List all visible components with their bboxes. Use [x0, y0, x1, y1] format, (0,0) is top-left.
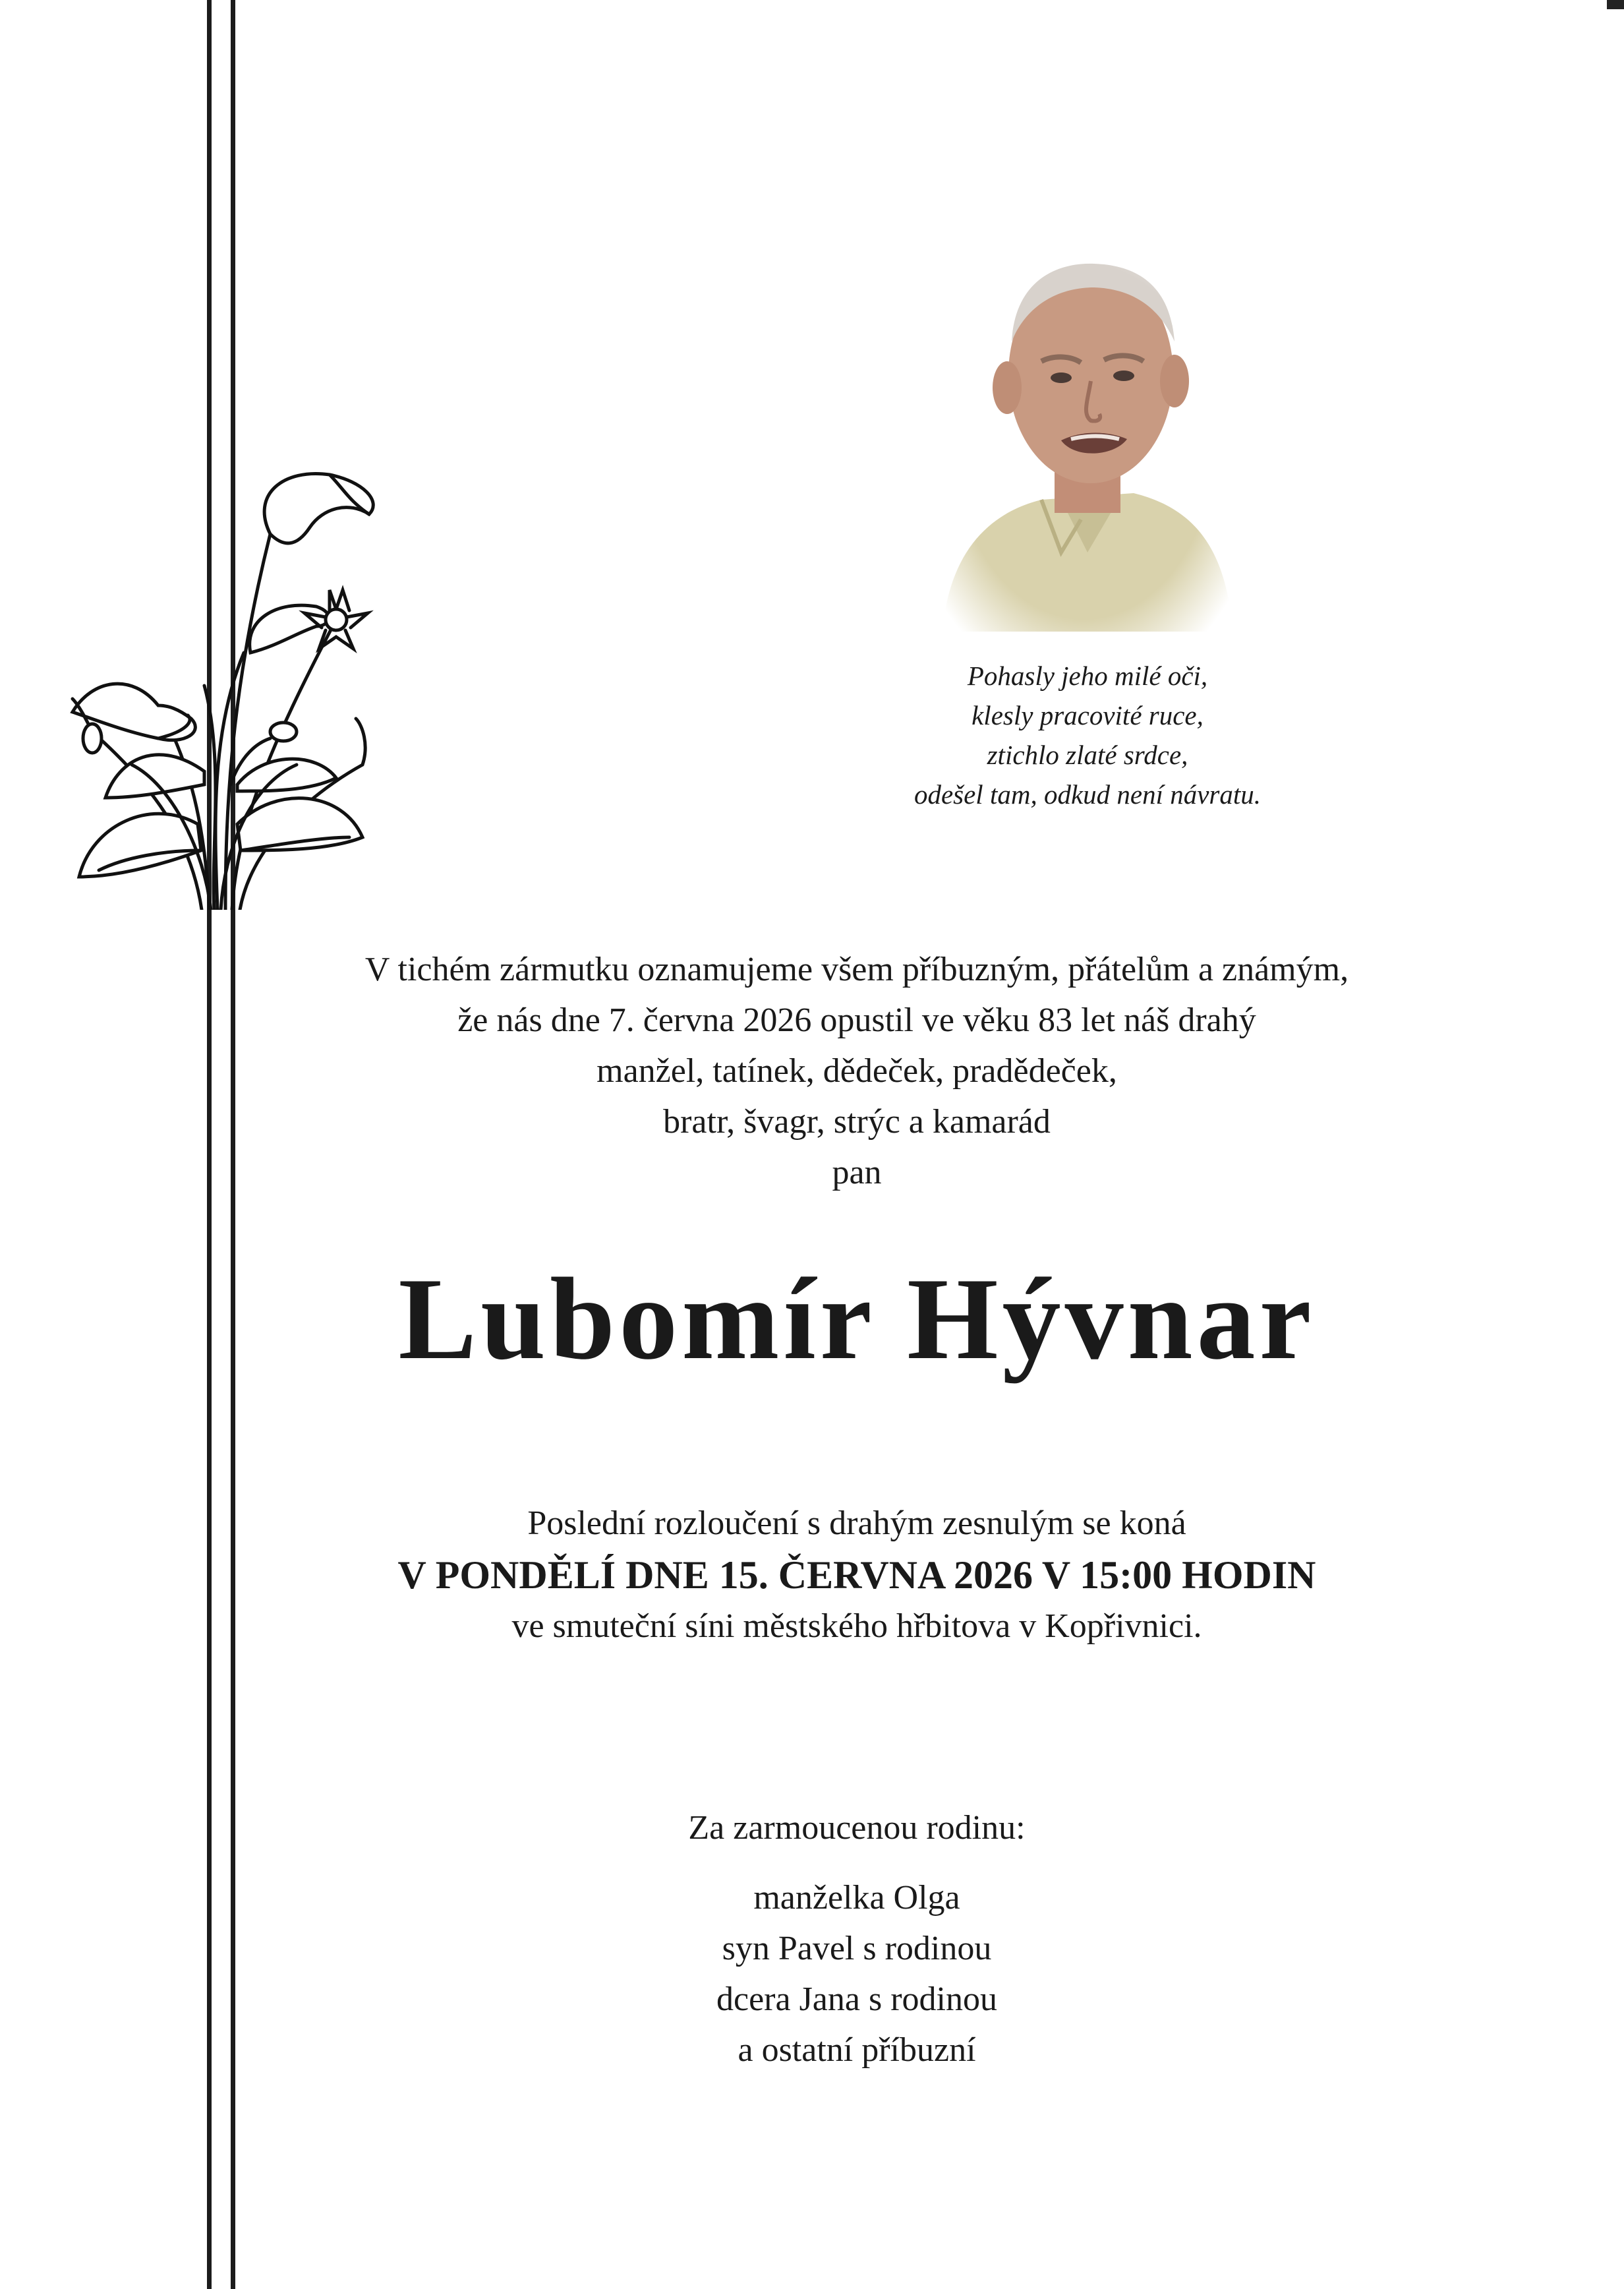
death-announcement [250, 944, 1463, 1198]
family-member: dcera Jana s rodinou [716, 1980, 997, 2018]
ceremony-intro: Poslední rozloučení s drahým zesnulým se koná [527, 1504, 1186, 1542]
family-member: a ostatní příbuzní [738, 2031, 976, 2069]
announcement-line: že nás dne 7. června 2026 opustil ve věku 83 let náš drahý [457, 1001, 1256, 1039]
poem-line: klesly pracovité ruce, [972, 700, 1204, 730]
announcement-line: V tichém zármutku oznamujeme všem příbuzným, přátelům a známým, [364, 951, 1349, 988]
announcement-line: pan [832, 1154, 882, 1191]
poem-line: Pohasly jeho milé oči, [967, 661, 1208, 691]
border-line-right [231, 0, 235, 2289]
ceremony-info [250, 1498, 1463, 1652]
scan-corner-mark [1607, 0, 1624, 9]
border-line-left [207, 0, 212, 2289]
deceased-name: Lubomír Hývnar [398, 1253, 1316, 1384]
memorial-poem [817, 656, 1358, 814]
announcement-line: bratr, švagr, strýc a kamarád [663, 1103, 1051, 1141]
calla-lily-icon [53, 455, 382, 910]
family-member: manželka Olga [753, 1879, 960, 1917]
poem-line: odešel tam, odkud není návratu. [914, 779, 1262, 810]
family-members [250, 1872, 1463, 2075]
portrait-photo [929, 210, 1239, 632]
ceremony-date-time: V PONDĚLÍ DNE 15. ČERVNA 2026 V 15:00 HODIN [397, 1553, 1316, 1597]
ceremony-location: ve smuteční síni městského hřbitova v Kopřivnici. [511, 1607, 1202, 1645]
family-heading: Za zarmoucenou rodinu: [688, 1809, 1026, 1847]
poem-line: ztichlo zlaté srdce, [987, 740, 1188, 770]
announcement-line: manžel, tatínek, dědeček, pradědeček, [596, 1052, 1117, 1090]
family-member: syn Pavel s rodinou [722, 1930, 992, 1967]
